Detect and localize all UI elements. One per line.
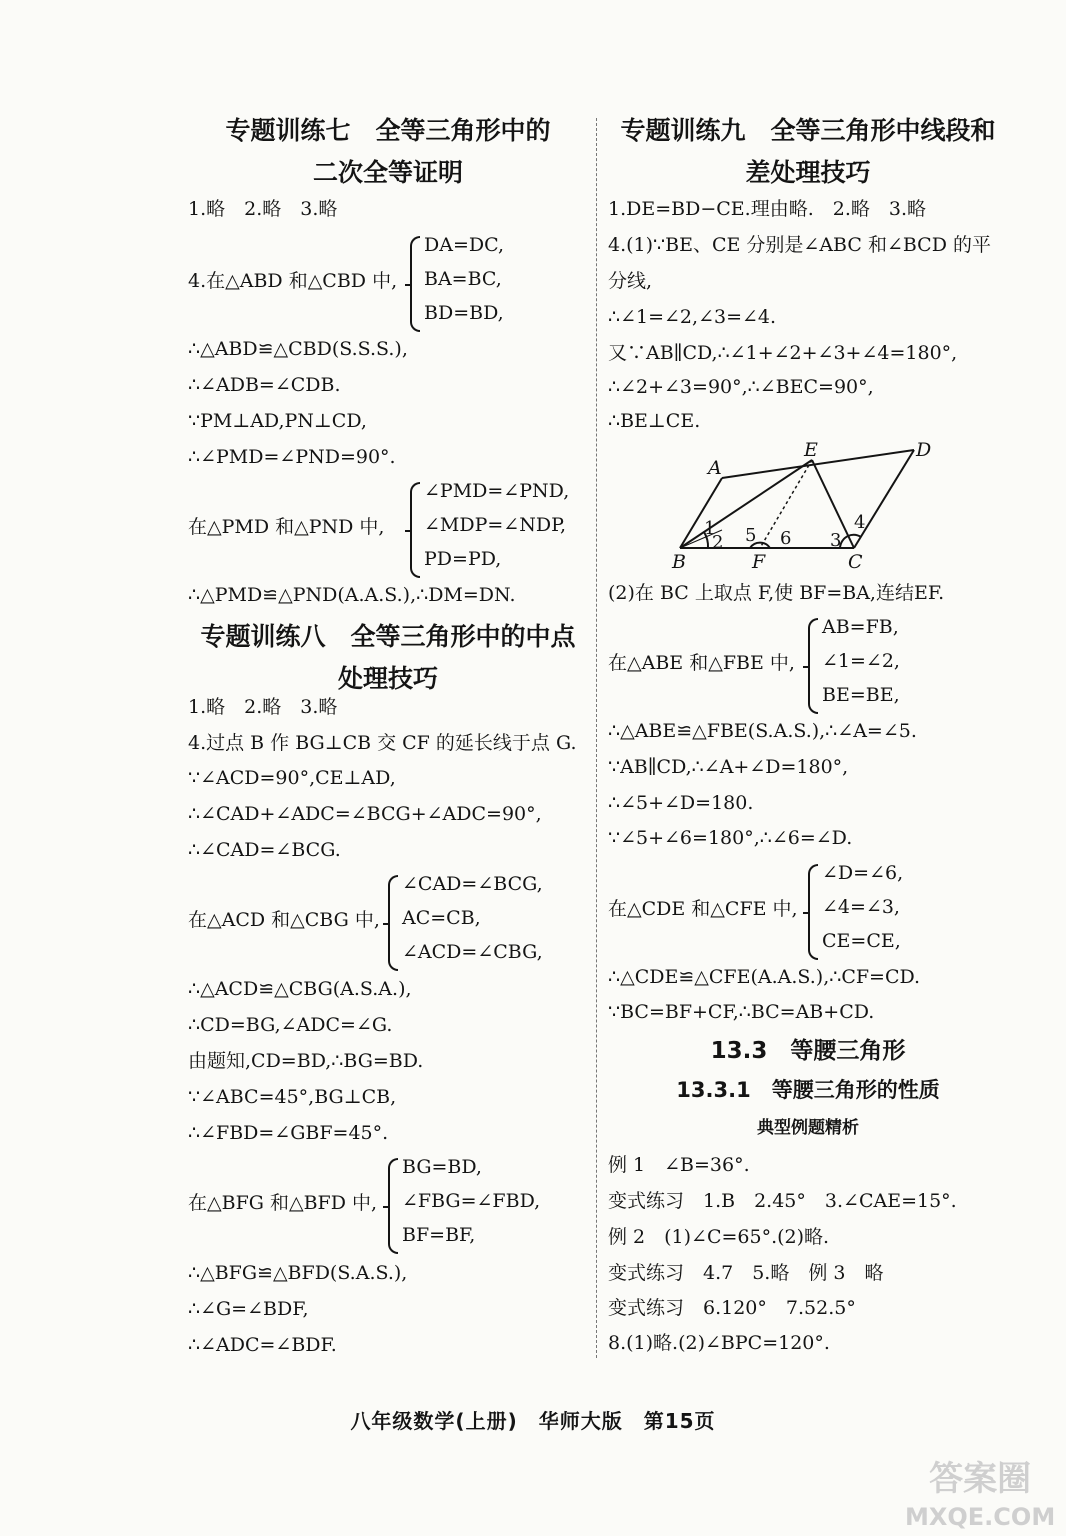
system-row: DA=DC, xyxy=(424,234,505,256)
answer-line: ∴∠CAD+∠ADC=∠BCG+∠ADC=90°, xyxy=(188,803,542,825)
system-row: ∠FBG=∠FBD, xyxy=(402,1190,541,1212)
answer-line: ∴∠ADB=∠CDB. xyxy=(188,374,341,396)
watermark-line: MXQE.COM xyxy=(905,1503,1056,1531)
system-row: BG=BD, xyxy=(402,1156,482,1178)
title-line: 处理技巧 xyxy=(337,664,438,693)
brace xyxy=(808,618,818,714)
system-row: ∠CAD=∠BCG, xyxy=(402,873,543,895)
label-f: F xyxy=(752,551,766,570)
answer-line: ∴BE⊥CE. xyxy=(608,410,701,432)
brace xyxy=(410,482,420,578)
answer-line: 8.(1)略.(2)∠BPC=120°. xyxy=(608,1332,830,1354)
answer-line: ∴∠PMD=∠PND=90°. xyxy=(188,446,396,468)
answer-line: 变式练习 4.7 5.略 例 3 略 xyxy=(608,1262,884,1284)
answer-line: ∵∠ACD=90°,CE⊥AD, xyxy=(188,767,396,789)
answer-line: 例 1 ∠B=36°. xyxy=(608,1154,750,1176)
system-row: BA=BC, xyxy=(424,268,502,290)
label-d: D xyxy=(916,440,932,461)
section-title-7 xyxy=(188,110,588,194)
system-row: AB=FB, xyxy=(822,616,899,638)
answer-line: (2)在 BC 上取点 F,使 BF=BA,连结EF. xyxy=(608,582,945,604)
system-prefix: 在△ABE 和△FBE 中, xyxy=(608,652,795,674)
system-row: ∠MDP=∠NDP, xyxy=(424,514,567,536)
answer-line: ∴△BFG≌△BFD(S.A.S.), xyxy=(188,1262,408,1284)
answer-line: ∴∠1=∠2,∠3=∠4. xyxy=(608,306,777,328)
answer-line: 1.略 2.略 3.略 xyxy=(188,696,338,718)
answer-line: 变式练习 6.120° 7.52.5° xyxy=(608,1297,856,1319)
answer-line: 又∵AB∥CD,∴∠1+∠2+∠3+∠4=180°, xyxy=(608,342,958,364)
title-line: 专题训练七 全等三角形中的 xyxy=(225,116,551,145)
system-prefix: 在△BFG 和△BFD 中, xyxy=(188,1192,378,1214)
system-row: ∠D=∠6, xyxy=(822,862,904,884)
answer-line: 1.略 2.略 3.略 xyxy=(188,198,338,220)
answer-line: ∴△ABE≌△FBE(S.A.S.),∴∠A=∠5. xyxy=(608,720,917,742)
watermark-line: 答案圈 xyxy=(929,1459,1032,1499)
column-divider xyxy=(596,118,597,1358)
section-title-8 xyxy=(188,616,588,700)
brace xyxy=(410,236,420,332)
label-angle-6: 6 xyxy=(780,528,792,549)
answer-line: 例 2 (1)∠C=65°.(2)略. xyxy=(608,1226,830,1248)
answer-line: ∴△PMD≌△PND(A.A.S.),∴DM=DN. xyxy=(188,584,516,606)
label-angle-1: 1 xyxy=(704,518,716,539)
system-prefix: 在△CDE 和△CFE 中, xyxy=(608,898,798,920)
system-row: BF=BF, xyxy=(402,1224,476,1246)
label-angle-4: 4 xyxy=(854,512,866,533)
sub-subsection-heading: 典型例题精析 xyxy=(757,1118,859,1138)
subsection-heading: 13.3.1 等腰三角形的性质 xyxy=(676,1078,940,1102)
answer-line: ∴∠FBD=∠GBF=45°. xyxy=(188,1122,389,1144)
label-angle-3: 3 xyxy=(830,530,842,551)
answer-line: ∴△ACD≌△CBG(A.S.A.), xyxy=(188,978,412,1000)
answer-line: 4.过点 B 作 BG⊥CB 交 CF 的延长线于点 G. xyxy=(188,732,577,754)
answer-line: ∴CD=BG,∠ADC=∠G. xyxy=(188,1014,393,1036)
brace xyxy=(388,875,398,971)
left-column xyxy=(188,110,588,1360)
brace xyxy=(808,864,818,960)
system-row: PD=PD, xyxy=(424,548,502,570)
brace xyxy=(388,1158,398,1254)
system-prefix: 在△ACD 和△CBG 中, xyxy=(188,909,380,931)
angle-arc-4 xyxy=(848,535,861,537)
system-prefix: 4.在△ABD 和△CBD 中, xyxy=(188,270,398,292)
answer-line: ∴∠5+∠D=180. xyxy=(608,792,754,814)
answer-line: ∴∠2+∠3=90°,∴∠BEC=90°, xyxy=(608,376,874,398)
section-heading: 13.3 等腰三角形 xyxy=(710,1038,906,1064)
system-row: CE=CE, xyxy=(822,930,901,952)
answer-line: ∵∠ABC=45°,BG⊥CB, xyxy=(188,1086,397,1108)
label-b: B xyxy=(672,551,686,570)
label-a: A xyxy=(708,457,722,479)
answer-line: ∵∠5+∠6=180°,∴∠6=∠D. xyxy=(608,827,853,849)
label-angle-5: 5 xyxy=(745,525,757,546)
answer-line: ∵BC=BF+CF,∴BC=AB+CD. xyxy=(608,1001,875,1023)
answer-line: ∴△CDE≌△CFE(A.A.S.),∴CF=CD. xyxy=(608,966,921,988)
system-row: BD=BD, xyxy=(424,302,504,324)
answer-line: ∴∠G=∠BDF, xyxy=(188,1298,309,1320)
answer-line: ∵AB∥CD,∴∠A+∠D=180°, xyxy=(608,756,849,778)
answer-line: ∴∠ADC=∠BDF. xyxy=(188,1334,337,1356)
page-footer: 八年级数学(上册) 华师大版 第15页 xyxy=(350,1409,716,1433)
answer-line: ∴∠CAD=∠BCG. xyxy=(188,839,341,861)
right-column xyxy=(608,110,1008,1360)
system-row: ∠1=∠2, xyxy=(822,650,900,672)
segment-dc xyxy=(854,450,914,548)
answer-line: 4.(1)∵BE、CE 分别是∠ABC 和∠BCD 的平 xyxy=(608,234,991,256)
system-prefix: 在△PMD 和△PND 中, xyxy=(188,516,385,538)
answer-line: ∵PM⊥AD,PN⊥CD, xyxy=(188,410,367,432)
label-c: C xyxy=(848,551,863,570)
label-angle-2: 2 xyxy=(712,532,724,553)
title-line: 二次全等证明 xyxy=(312,158,463,187)
system-row: ∠PMD=∠PND, xyxy=(424,480,570,502)
answer-line: 变式练习 1.B 2.45° 3.∠CAE=15°. xyxy=(608,1190,957,1212)
geometry-figure xyxy=(668,440,1008,570)
system-row: BE=BE, xyxy=(822,684,900,706)
title-line: 专题训练八 全等三角形中的中点 xyxy=(200,622,576,651)
watermark xyxy=(905,1460,1055,1536)
title-line: 专题训练九 全等三角形中线段和 xyxy=(620,116,996,145)
answer-line: ∴△ABD≌△CBD(S.S.S.), xyxy=(188,338,408,360)
section-title-9 xyxy=(608,110,1008,194)
system-row: ∠ACD=∠CBG, xyxy=(402,941,543,963)
title-line: 差处理技巧 xyxy=(745,158,871,187)
system-row: AC=CB, xyxy=(402,907,481,929)
label-e: E xyxy=(804,440,818,461)
answer-line: 由题知,CD=BD,∴BG=BD. xyxy=(188,1050,424,1072)
answer-line: 分线, xyxy=(608,270,653,292)
system-row: ∠4=∠3, xyxy=(822,896,900,918)
answer-line: 1.DE=BD−CE.理由略. 2.略 3.略 xyxy=(608,198,927,220)
